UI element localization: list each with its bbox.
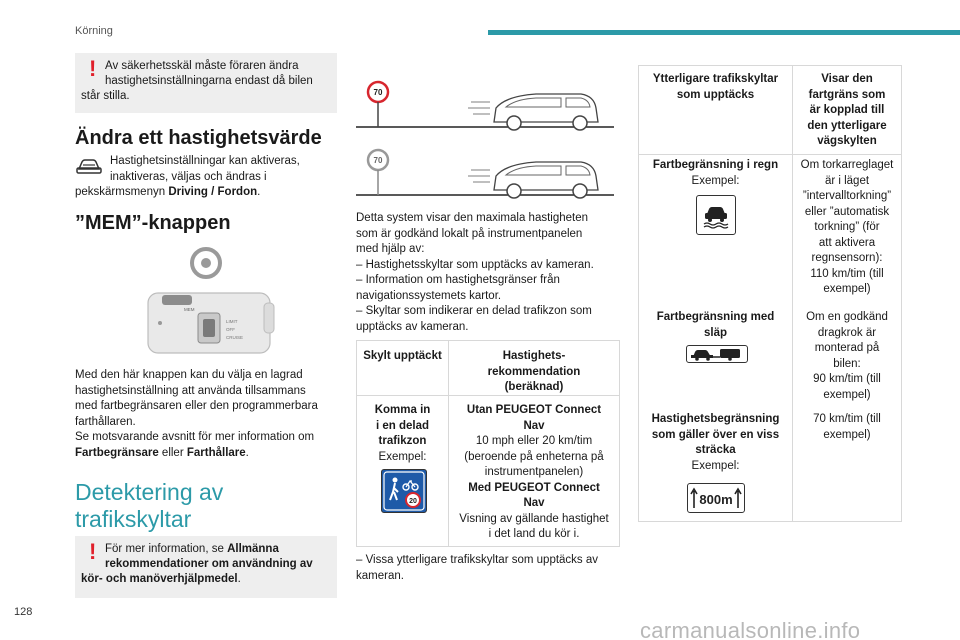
info-note: ! För mer information, se Allmänna rekommendationer om användning av kör- och manöverhjälpmedel. xyxy=(75,536,337,598)
table-cell-rain-value: Om torkarreglaget är i läget ”intervalltorkning” eller ”automatisk torkning” (för att aktivera regnsensorn): 110 km/tim (till exempel) xyxy=(800,159,894,295)
section-label: Körning xyxy=(75,25,113,37)
illustration-sign-passed xyxy=(356,140,614,202)
mem-switch-illustration xyxy=(140,245,280,355)
cruise-label: CRUISE xyxy=(226,335,244,340)
warning-icon: ! xyxy=(89,56,97,81)
system-description: Detta system visar den maximala hastigheten som är godkänd lokalt på instrumentpanelen med hjälp av: – Hastighetsskyltar som upptäcks av kameran. – Information om hastighetsgränser från navigationssystemets kartor. – Skyltar som indikerar en delad trafikzon som upptäcks av kameran. xyxy=(356,212,594,333)
safety-note xyxy=(75,53,337,113)
warning-icon: ! xyxy=(89,539,97,564)
heading-mem-button: ”MEM”-knappen xyxy=(75,212,231,234)
menu-path: Driving / Fordon xyxy=(168,186,258,198)
table-cell-distance-limit: Hastighetsbegränsning som gäller över en viss sträcka Exempel: xyxy=(651,413,780,472)
speed-sign-70: 70 xyxy=(373,88,383,97)
distance-value: 800m xyxy=(699,492,733,507)
safety-note-text: Av säkerhetsskäl måste föraren ändra hastighetsinställningarna endast då bilen xyxy=(105,60,313,87)
mem-label: MEM xyxy=(184,307,195,312)
change-speed-text: Hastighetsinställningar kan aktiveras, inaktiveras, väljas och ändras i pekskärmsmenyn Driving / Fordon. xyxy=(75,155,300,198)
table-cell-trailer-value: Om en godkänd dragkrok är monterad på bilen: 90 km/tim (till exempel) xyxy=(806,311,888,401)
mem-button-text: Med den här knappen kan du välja en lagrad hastighetsinställning att använda tillsammans med fartbegränsaren eller den programmerbara farthållaren. Se motsvarande avsnitt för mer information om Fartbegränsare eller Farthållare. xyxy=(75,369,318,459)
speed-sign-70-passed: 70 xyxy=(373,156,383,165)
table-cell-shared-zone: Komma in i en delad trafikzon Exempel: xyxy=(374,404,431,463)
rain-sign-icon xyxy=(696,195,736,235)
table-cell-recommendation-values: Utan PEUGEOT Connect Nav 10 mph eller 20 km/tim (beroende på enheterna på instrumentpanelen) Med PEUGEOT Connect Nav Visning av gällande hastighet i det land du kör i. xyxy=(459,404,609,540)
shared-zone-sign xyxy=(381,469,427,513)
heading-change-speed: Ändra ett hastighetsvärde xyxy=(75,127,322,149)
sign-table xyxy=(356,340,620,547)
limit-label: LIMIT xyxy=(226,319,238,324)
pedestrian-icon xyxy=(393,478,398,483)
table-cell-rain-limit: Fartbegränsning i regn Exempel: xyxy=(652,159,779,187)
off-label: OFF xyxy=(226,327,235,332)
trailer-sign-icon xyxy=(686,345,748,363)
table-header-display: Visar den fartgräns som är kopplad till den ytterligare vägskylten xyxy=(807,73,887,147)
additional-signs-table xyxy=(638,65,902,522)
illustration-sign-detected xyxy=(356,72,614,134)
distance-sign-icon xyxy=(687,483,745,513)
heading-sign-detection: Detektering av trafikskyltar xyxy=(75,479,224,532)
table-header-additional-signs: Ytterligare trafikskyltar som upptäcks xyxy=(652,73,779,101)
shared-zone-speed: 20 xyxy=(409,498,417,505)
safety-note-text-last: står stilla. xyxy=(81,90,130,102)
table-header-sign: Skylt upptäckt xyxy=(363,350,442,362)
table-cell-trailer-limit: Fartbegränsning med släp xyxy=(656,311,775,339)
additional-signs-text: – Vissa ytterligare trafikskyltar som upptäcks av kameran. xyxy=(356,554,599,582)
table-header-recommendation: Hastighets- rekommendation (beräknad) xyxy=(487,350,581,393)
watermark: carmanualsonline.info xyxy=(640,618,861,640)
table-cell-distance-value: 70 km/tim (till exempel) xyxy=(813,413,881,441)
header-accent-bar xyxy=(488,30,960,35)
page-number: 128 xyxy=(14,606,33,618)
